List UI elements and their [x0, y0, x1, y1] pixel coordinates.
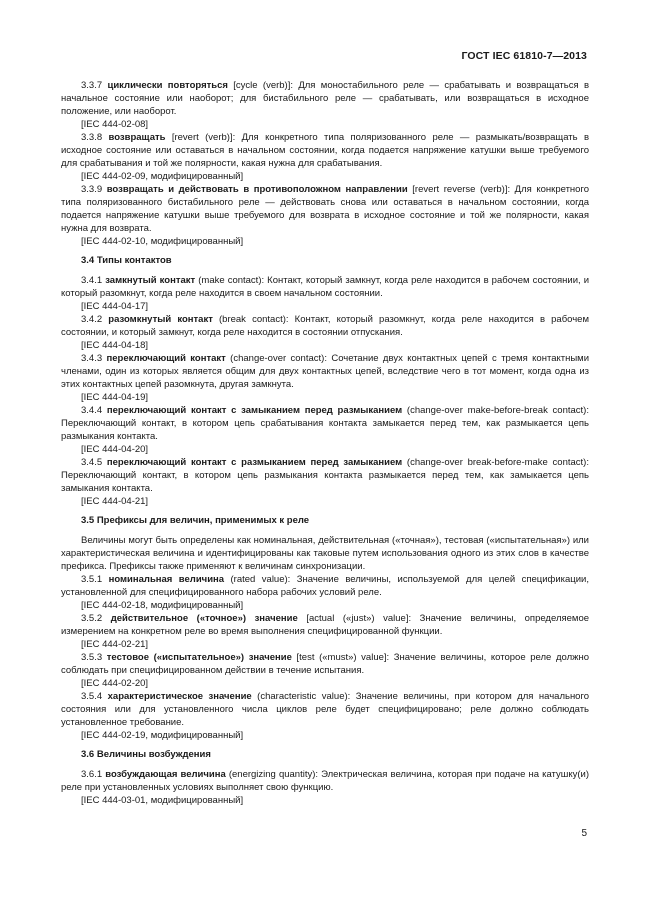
definition-paragraph: [61, 651, 589, 677]
clause-number: 3.3.8: [81, 132, 103, 143]
clause-number: 3.6.1: [81, 769, 103, 780]
definition-paragraph: [61, 274, 589, 300]
reference-line: [IEC 444-02-20]: [81, 678, 149, 689]
definition-text: [revert reverse (verb)]: Для конкретного типа поляризованного бистабильного реле — действовать снова или оставаться в начальном состоянии, когда подается напряжение катушки выше требуемого для возврата в исходное состояние и той же полярности, какая нужна для возврата.: [61, 184, 589, 234]
definition-text: [test («must») value]: Значение величины, которое реле должно соблюдать при специфицированном действии в течение испытания.: [61, 652, 590, 676]
reference-line: [IEC 444-04-18]: [81, 340, 149, 351]
definition-text: (characteristic value): Значение величины, при котором для начального состояния или для установленного числа циклов реле будет специфицировано; реле должно соблюдать установленное требование.: [61, 691, 590, 728]
defined-term: переключающий контакт с замыканием перед размыканием: [106, 405, 403, 416]
reference-line: [IEC 444-04-20]: [81, 444, 149, 455]
definition-paragraph: [61, 79, 589, 118]
defined-term: тестовое («испытательное») значение: [106, 652, 292, 663]
reference-line: [IEC 444-02-08]: [81, 119, 149, 130]
defined-term: разомкнутый контакт: [108, 314, 213, 325]
page-number: 5: [581, 828, 587, 839]
clause-number: 3.5.3: [81, 652, 103, 663]
definition-text: (change-over break-before-make contact): Переключающий контакт, в котором цепь размыкания контакта размыкается перед тем, как замыкается цепь замыкания контакта.: [61, 457, 589, 494]
definition-paragraph: [61, 456, 589, 495]
reference-line: [IEC 444-02-21]: [81, 639, 149, 650]
definition-paragraph: [61, 768, 589, 794]
definition-text: [cycle (verb)]: Для моностабильного реле — срабатывать и возвращаться в начальное состояние или наоборот; для бистабильного реле — срабатывать, или возвращаться в исходное положение, или наоборот.: [61, 80, 589, 117]
definition-paragraph: [61, 131, 589, 170]
clause-number: 3.4.3: [81, 353, 103, 364]
definition-paragraph: [61, 690, 589, 729]
definition-text: Величины могут быть определены как номинальная, действительная («точная»), тестовая («испытательная») или характеристическая величина и идентифицированы как таковые путем использования одного из этих слов в качестве префикса. Префиксы также применяют к величинам синхронизации.: [61, 535, 589, 572]
reference-line: [IEC 444-02-18, модифицированный]: [81, 600, 244, 611]
reference-line: [IEC 444-04-17]: [81, 301, 149, 312]
reference-line: [IEC 444-04-21]: [81, 496, 149, 507]
clause-number: 3.5.2: [81, 613, 103, 624]
reference-line: [IEC 444-03-01, модифицированный]: [81, 795, 244, 806]
defined-term: номинальная величина: [108, 574, 225, 585]
reference-line: [IEC 444-02-09, модифицированный]: [81, 171, 244, 182]
definition-text: (rated value): Значение величины, используемой для целей спецификации, установленной для специфицированного набора рабочих условий реле.: [61, 574, 590, 598]
defined-term: переключающий контакт с размыканием перед замыканием: [106, 457, 403, 468]
defined-term: переключающий контакт: [106, 353, 226, 364]
document-body: [61, 79, 589, 807]
clause-number: 3.4.2: [81, 314, 103, 325]
document-code-header: ГОСТ IEC 61810-7—2013: [461, 50, 587, 62]
clause-number: 3.5.4: [81, 691, 103, 702]
clause-number: 3.4.5: [81, 457, 103, 468]
definition-paragraph: [61, 313, 589, 339]
clause-number: 3.3.9: [81, 184, 103, 195]
reference-line: [IEC 444-02-19, модифицированный]: [81, 730, 244, 741]
clause-number: 3.3.7: [81, 80, 103, 91]
defined-term: возбуждающая величина: [105, 769, 226, 780]
clause-number: 3.4.4: [81, 405, 103, 416]
definition-paragraph: [61, 573, 589, 599]
clause-number: 3.4.1: [81, 275, 103, 286]
defined-term: замкнутый контакт: [105, 275, 196, 286]
definition-paragraph: [61, 352, 589, 391]
section-heading: 3.6 Величины возбуждения: [81, 749, 211, 760]
definition-text: (break contact): Контакт, который разомкнут, когда реле находится в рабочем состоянии, и который замкнут, когда реле находится в состоянии отпускания.: [61, 314, 590, 338]
definition-text: [actual («just») value]: Значение величины, определяемое измерением на конкретном реле во время выполнения специфицированной функции.: [61, 613, 590, 637]
defined-term: характеристическое значение: [107, 691, 252, 702]
defined-term: действительное («точное») значение: [110, 613, 298, 624]
definition-paragraph: [61, 534, 589, 573]
defined-term: возвращать: [108, 132, 166, 143]
definition-text: (make contact): Контакт, который замкнут, когда реле находится в рабочем состоянии, и который разомкнут, когда реле находится в своем начальном состоянии.: [61, 275, 590, 299]
definition-paragraph: [61, 404, 589, 443]
clause-number: 3.5.1: [81, 574, 103, 585]
section-heading: 3.4 Типы контактов: [81, 255, 172, 266]
defined-term: возвращать и действовать в противоположном направлении: [106, 184, 408, 195]
definition-paragraph: [61, 183, 589, 235]
definition-text: [revert (verb)]: Для конкретного типа поляризованного реле — размыкать/возвращать в исходное состояние или оставаться в начальном состоянии, когда подается напряжение катушки выше требуемого для срабатывания и той же полярности, какая нужна для срабатывания.: [61, 132, 589, 169]
reference-line: [IEC 444-02-10, модифицированный]: [81, 236, 244, 247]
definition-text: (change-over contact): Сочетание двух контактных цепей с тремя контактными членами, один из которых является общим для двух контактных цепей, вследствие чего в тот момент, когда одна из этих контактных цепей разомкнута, другая замкнута.: [61, 353, 590, 390]
definition-text: (change-over make-before-break contact): Переключающий контакт, в котором цепь срабатывания контакта замыкается перед тем, как размыкается цепь размыкания контакта.: [61, 405, 589, 442]
reference-line: [IEC 444-04-19]: [81, 392, 149, 403]
definition-text: (energizing quantity): Электрическая величина, которая при подаче на катушку(и) реле при установленных условиях выполняет свою функцию.: [61, 769, 590, 793]
definition-paragraph: [61, 612, 589, 638]
section-heading: 3.5 Префиксы для величин, применимых к реле: [81, 515, 310, 526]
defined-term: циклически повторяться: [107, 80, 228, 91]
